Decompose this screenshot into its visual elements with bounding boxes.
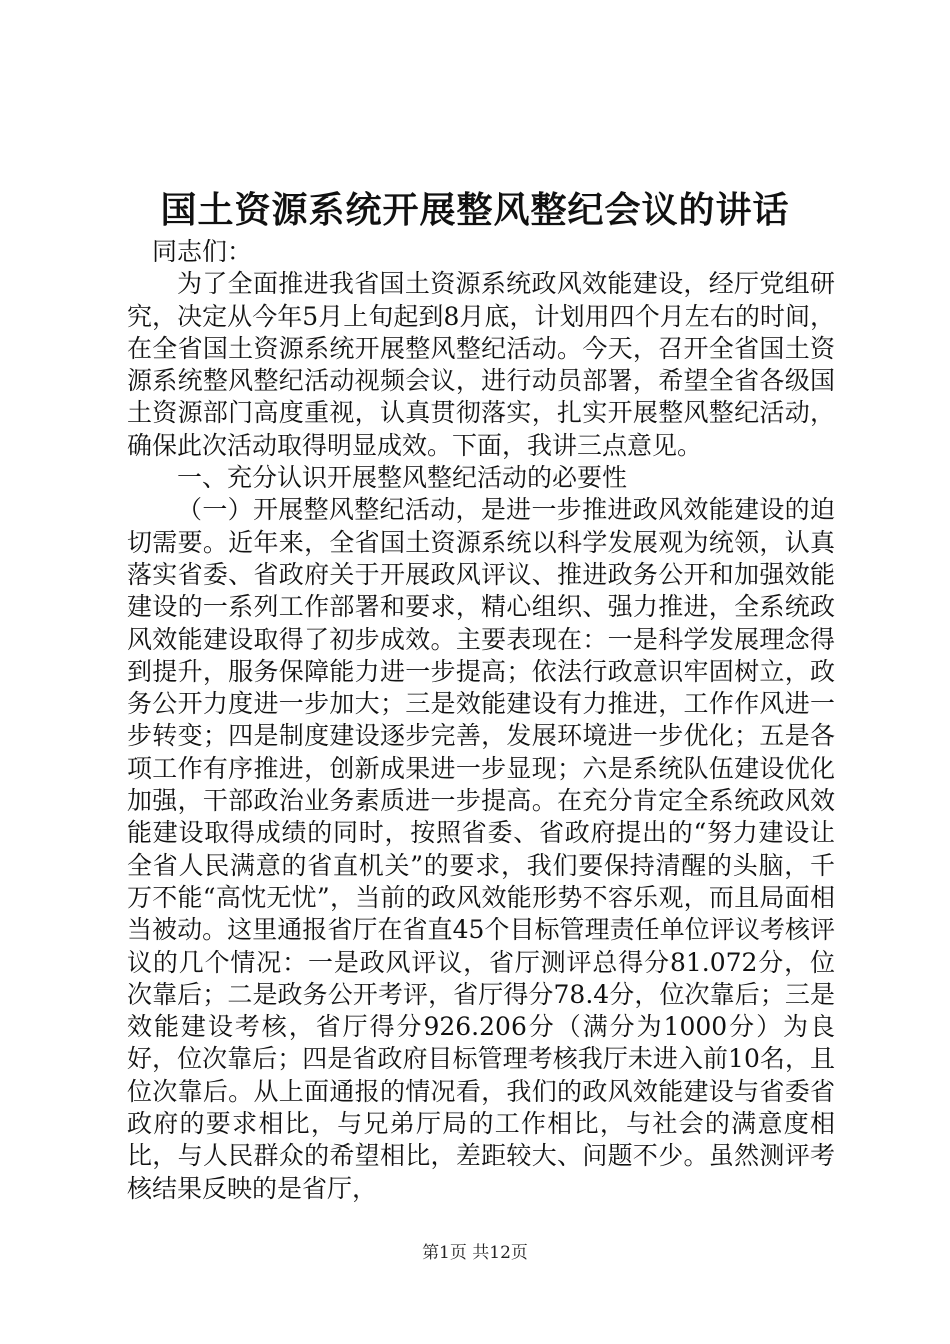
document-body — [127, 236, 835, 1205]
page-number-footer: 第1页 共12页 — [422, 1243, 528, 1263]
greeting-line: 同志们： — [152, 237, 253, 266]
document-title: 国土资源系统开展整风整纪会议的讲话 — [160, 189, 790, 231]
section-heading: 一、充分认识开展整风整纪活动的必要性 — [177, 463, 628, 493]
paragraph-intro: 为了全面推进我省国土资源系统政风效能建设，经厅党组研究，决定从今年5月上旬起到8月底，计划用四个月左右的时间，在全省国土资源系统开展整风整纪活动。今天，召开全省国土资源系统整风整纪活动视频会议，进行动员部署，希望全省各级国土资源部门高度重视，认真贯彻落实，扎实开展整风整纪活动，确保此次活动取得明显成效。下面，我讲三点意见。 — [127, 269, 835, 460]
paragraph-section-1-1: （一）开展整风整纪活动，是进一步推进政风效能建设的迫切需要。近年来，全省国土资源系统以科学发展观为统领，认真落实省委、省政府关于开展政风评议、推进政务公开和加强效能建设的一系列工作部署和要求，精心组织、强力推进，全系统政风效能建设取得了初步成效。主要表现在：一是科学发展理念得到提升，服务保障能力进一步提高；依法行政意识牢固树立，政务公开力度进一步加大；三是效能建设有力推进，工作作风进一步转变；四是制度建设逐步完善，发展环境进一步优化；五是各项工作有序推进，创新成果进一步显现；六是系统队伍建设优化加强，干部政治业务素质进一步提高。在充分肯定全系统政风效能建设取得成绩的同时，按照省委、省政府提出的“努力建设让全省人民满意的省直机关”的要求，我们要保持清醒的头脑，千万不能“高忱无忧”，当前的政风效能形势不容乐观，而且局面相当被动。这里通报省厅在省直45个目标管理责任单位评议考核评议的几个情况：一是政风评议，省厅测评总得分81.072分，位次靠后；二是政务公开考评，省厅得分78.4分，位次靠后；三是效能建设考核，省厅得分926.206分（满分为1000分）为良好，位次靠后；四是省政府目标管理考核我厅未进入前10名，且位次靠后。从上面通报的情况看，我们的政风效能建设与省委省政府的要求相比，与兄弟厅局的工作相比，与社会的满意度相比，与人民群众的希望相比，差距较大、问题不少。虽然测评考核结果反映的是省厅， — [127, 495, 835, 1203]
